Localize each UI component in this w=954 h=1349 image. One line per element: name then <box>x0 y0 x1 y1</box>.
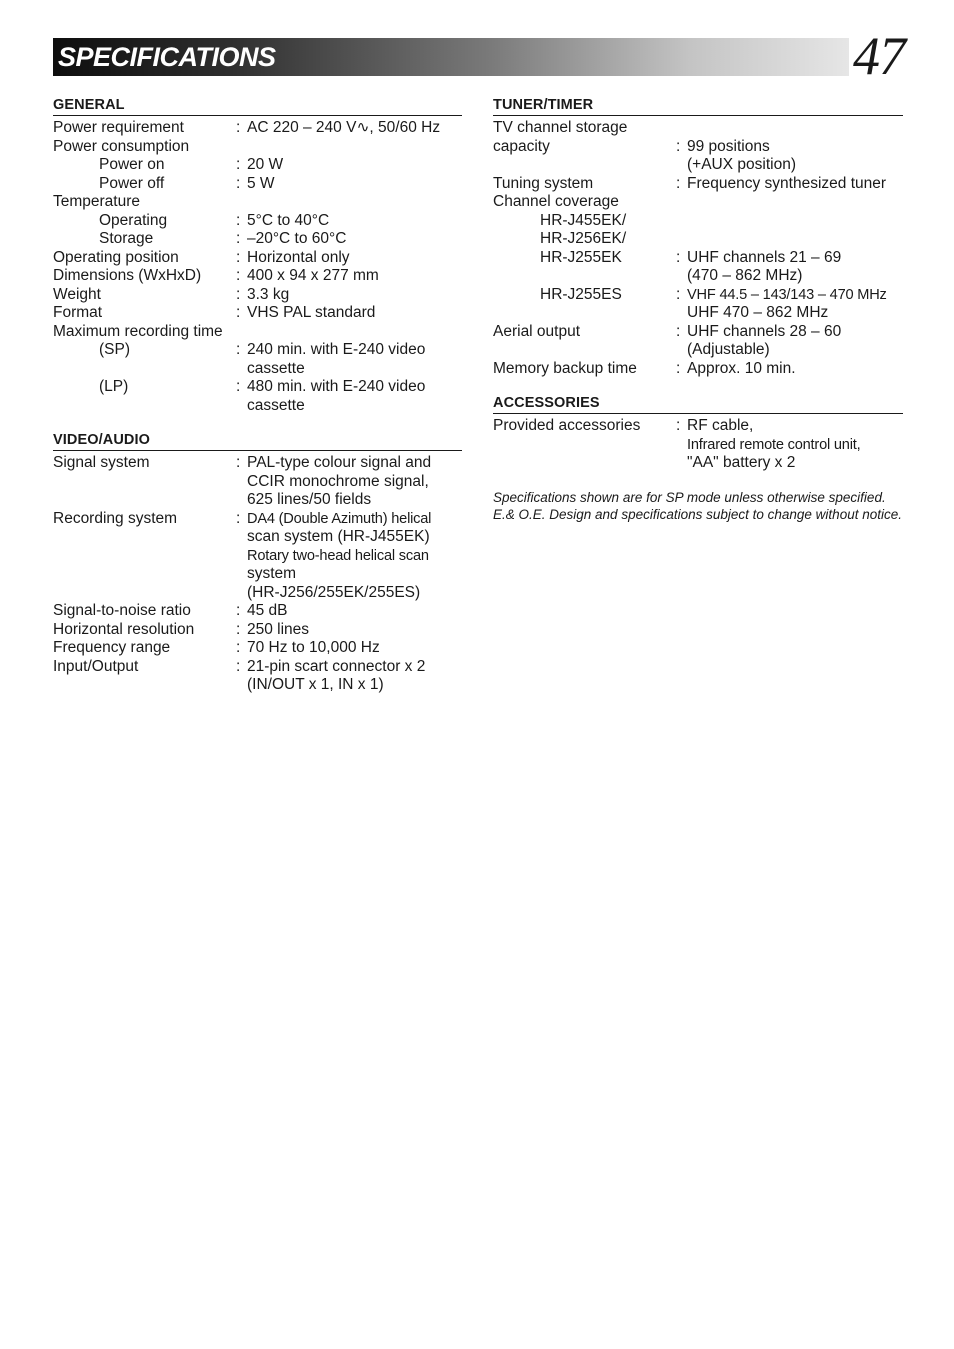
spec-label: (LP) <box>99 378 129 395</box>
spec-colon <box>236 323 247 342</box>
spec-value-line: 480 min. with E-240 video <box>247 378 426 395</box>
section-tuner-timer <box>493 96 903 378</box>
spec-label: Dimensions (WxHxD) <box>53 267 202 284</box>
spec-row <box>53 212 462 231</box>
spec-label: Input/Output <box>53 657 139 675</box>
spec-colon: : <box>236 639 241 656</box>
spec-value-line: Frequency synthesized tuner <box>687 174 887 192</box>
spec-value <box>247 249 462 268</box>
spec-label: Format <box>53 304 103 321</box>
spec-value <box>247 304 462 323</box>
spec-colon: : <box>236 620 241 638</box>
spec-colon: : <box>676 285 681 303</box>
section-heading-accessories: ACCESSORIES <box>493 394 903 414</box>
spec-label: Power consumption <box>53 137 190 155</box>
spec-label: HR-J455EK/ <box>540 211 627 229</box>
spec-label: Operating position <box>53 248 179 266</box>
spec-colon <box>236 193 247 212</box>
spec-value-line: 5°C to 40°C <box>247 211 330 229</box>
spec-value <box>687 360 903 379</box>
spec-value-line: 625 lines/50 fields <box>247 491 372 508</box>
spec-label: Horizontal resolution <box>53 620 195 638</box>
spec-label: TV channel storage <box>493 119 628 136</box>
spec-value <box>247 212 462 231</box>
section-heading-video-audio: VIDEO/AUDIO <box>53 431 462 451</box>
spec-value <box>687 119 903 138</box>
spec-label: Memory backup time <box>493 359 637 377</box>
spec-value-line: Horizontal only <box>247 248 350 266</box>
spec-colon <box>676 119 687 138</box>
spec-label: HR-J255ES <box>540 285 622 303</box>
spec-row <box>493 119 903 138</box>
spec-value-line: UHF 470 – 862 MHz <box>687 304 829 321</box>
spec-value-line: –20°C to 60°C <box>247 230 347 247</box>
spec-colon: : <box>236 230 241 247</box>
spec-value-line: cassette <box>247 359 305 377</box>
spec-value <box>687 193 903 212</box>
spec-value-line: 5 W <box>247 174 275 192</box>
spec-value-line: system <box>247 565 297 582</box>
spec-colon: : <box>676 417 681 434</box>
spec-value <box>247 658 462 695</box>
spec-colon: : <box>676 322 681 340</box>
spec-colon <box>676 212 687 231</box>
spec-value <box>687 249 903 286</box>
spec-value-line: 99 positions <box>687 137 770 155</box>
spec-row <box>53 138 462 157</box>
spec-row <box>493 230 903 249</box>
spec-colon: : <box>236 378 241 395</box>
spec-value <box>687 286 903 323</box>
spec-value <box>687 138 903 175</box>
spec-value <box>247 454 462 510</box>
spec-row <box>53 193 462 212</box>
spec-row <box>53 230 462 249</box>
spec-row <box>493 323 903 360</box>
spec-label: Frequency range <box>53 639 171 656</box>
spec-row <box>53 621 462 640</box>
spec-value-line: 240 min. with E-240 video <box>247 341 426 358</box>
spec-colon: : <box>236 341 241 358</box>
spec-value <box>247 639 462 658</box>
spec-colon: : <box>236 285 241 303</box>
spec-value-line: (Adjustable) <box>687 341 770 358</box>
spec-list-accessories <box>493 417 903 473</box>
footnote: Specifications shown are for SP mode unless otherwise specified. <box>493 489 886 505</box>
spec-list-general <box>53 119 462 415</box>
spec-label: (SP) <box>99 341 130 358</box>
spec-colon: : <box>236 509 241 527</box>
spec-label: Power on <box>99 156 165 173</box>
spec-colon <box>236 138 247 157</box>
spec-value-line: CCIR monochrome signal, <box>247 472 429 490</box>
spec-value-line: 20 W <box>247 156 284 173</box>
spec-value <box>247 341 462 378</box>
spec-list-video-audio <box>53 454 462 695</box>
spec-value <box>247 378 462 415</box>
spec-value-line: 400 x 94 x 277 mm <box>247 267 379 284</box>
spec-label: Temperature <box>53 193 141 210</box>
spec-colon: : <box>236 156 241 173</box>
spec-value-line: Rotary two-head helical scan <box>247 547 429 564</box>
spec-value <box>687 175 903 194</box>
spec-label: Provided accessories <box>493 417 641 434</box>
spec-value <box>247 267 462 286</box>
spec-value <box>247 138 462 157</box>
spec-value-line: "AA" battery x 2 <box>687 454 796 471</box>
spec-label: capacity <box>493 137 550 155</box>
spec-label: Channel coverage <box>493 193 619 210</box>
spec-row <box>53 602 462 621</box>
spec-value-line: AC 220 – 240 V∿, 50/60 Hz <box>247 119 441 136</box>
spec-value-line: 70 Hz to 10,000 Hz <box>247 639 380 656</box>
spec-value-line: 250 lines <box>247 620 310 638</box>
spec-colon: : <box>236 454 241 471</box>
spec-value-line: (HR-J256/255EK/255ES) <box>247 583 421 601</box>
spec-row <box>493 286 903 323</box>
spec-label: Recording system <box>53 509 178 527</box>
spec-row <box>53 639 462 658</box>
spec-row <box>53 156 462 175</box>
spec-value-line: UHF channels 28 – 60 <box>687 322 842 340</box>
spec-label: HR-J256EK/ <box>540 230 627 247</box>
spec-label: Signal-to-noise ratio <box>53 602 191 619</box>
spec-value-line: UHF channels 21 – 69 <box>687 248 842 266</box>
spec-value <box>247 510 462 603</box>
spec-label: Maximum recording time <box>53 322 223 340</box>
spec-value <box>687 230 903 249</box>
spec-value-line: Approx. 10 min. <box>687 359 796 377</box>
spec-colon: : <box>236 304 241 321</box>
spec-value <box>247 323 462 342</box>
spec-value <box>247 621 462 640</box>
spec-value-line: Infrared remote control unit, <box>687 436 861 453</box>
spec-row <box>493 212 903 231</box>
spec-value-line: (470 – 862 MHz) <box>687 267 803 284</box>
spec-row <box>53 341 462 378</box>
spec-label: Signal system <box>53 454 150 471</box>
spec-row <box>493 175 903 194</box>
section-video-audio <box>53 431 462 695</box>
spec-value-line: 3.3 kg <box>247 285 290 303</box>
spec-colon: : <box>676 248 681 266</box>
spec-row <box>53 286 462 305</box>
title-banner <box>53 38 849 76</box>
spec-value <box>247 602 462 621</box>
spec-value <box>247 156 462 175</box>
spec-value-line: RF cable, <box>687 417 754 434</box>
spec-row <box>53 510 462 603</box>
spec-value <box>247 286 462 305</box>
spec-value <box>687 212 903 231</box>
spec-value <box>247 193 462 212</box>
spec-colon: : <box>236 174 241 192</box>
spec-row <box>53 119 462 138</box>
spec-value-line: VHS PAL standard <box>247 304 376 321</box>
page-title: SPECIFICATIONS <box>58 42 276 72</box>
spec-colon <box>676 230 687 249</box>
spec-label: HR-J255EK <box>540 248 622 266</box>
spec-label: Tuning system <box>493 174 594 192</box>
spec-row <box>53 378 462 415</box>
spec-value <box>247 175 462 194</box>
footnotes <box>493 489 903 523</box>
spec-row <box>53 658 462 695</box>
page-number: 47 <box>853 26 905 86</box>
section-accessories <box>493 394 903 473</box>
spec-row <box>53 454 462 510</box>
spec-label: Weight <box>53 285 101 303</box>
spec-value-line: 21-pin scart connector x 2 <box>247 657 426 675</box>
spec-value-line: cassette <box>247 396 305 414</box>
spec-row <box>53 249 462 268</box>
spec-value-line: DA4 (Double Azimuth) helical <box>247 510 432 527</box>
right-column <box>493 96 903 523</box>
spec-label: Aerial output <box>493 322 581 340</box>
spec-value <box>687 323 903 360</box>
spec-label: Operating <box>99 211 168 229</box>
spec-value <box>247 119 462 138</box>
left-column <box>53 96 462 711</box>
spec-value-line: 45 dB <box>247 602 288 619</box>
spec-row <box>53 304 462 323</box>
spec-colon: : <box>236 267 241 284</box>
spec-colon: : <box>236 602 241 619</box>
spec-label: Storage <box>99 230 154 247</box>
spec-colon: : <box>676 359 681 377</box>
spec-row <box>493 193 903 212</box>
spec-row <box>493 360 903 379</box>
spec-row <box>53 175 462 194</box>
spec-value-line: PAL-type colour signal and <box>247 454 432 471</box>
spec-row <box>53 267 462 286</box>
spec-value <box>687 417 903 473</box>
spec-row <box>493 138 903 175</box>
spec-colon: : <box>236 248 241 266</box>
spec-value-line: VHF 44.5 – 143/143 – 470 MHz <box>687 286 887 303</box>
spec-row <box>493 417 903 473</box>
spec-value-line: (IN/OUT x 1, IN x 1) <box>247 676 384 693</box>
spec-row <box>53 323 462 342</box>
spec-list-tuner-timer <box>493 119 903 378</box>
spec-row <box>493 249 903 286</box>
spec-value-line: (+AUX position) <box>687 156 796 173</box>
spec-colon: : <box>236 657 241 675</box>
spec-colon: : <box>236 119 241 136</box>
spec-value-line: scan system (HR-J455EK) <box>247 528 430 545</box>
spec-colon: : <box>676 137 681 155</box>
section-heading-tuner-timer: TUNER/TIMER <box>493 96 903 116</box>
spec-label: Power requirement <box>53 119 184 136</box>
spec-colon: : <box>676 174 681 192</box>
spec-label: Power off <box>99 174 165 192</box>
section-heading-general: GENERAL <box>53 96 462 116</box>
spec-colon <box>676 193 687 212</box>
section-general <box>53 96 462 415</box>
spec-value <box>247 230 462 249</box>
spec-colon: : <box>236 211 241 229</box>
footnote: E.& O.E. Design and specifications subject to change without notice. <box>493 506 902 522</box>
